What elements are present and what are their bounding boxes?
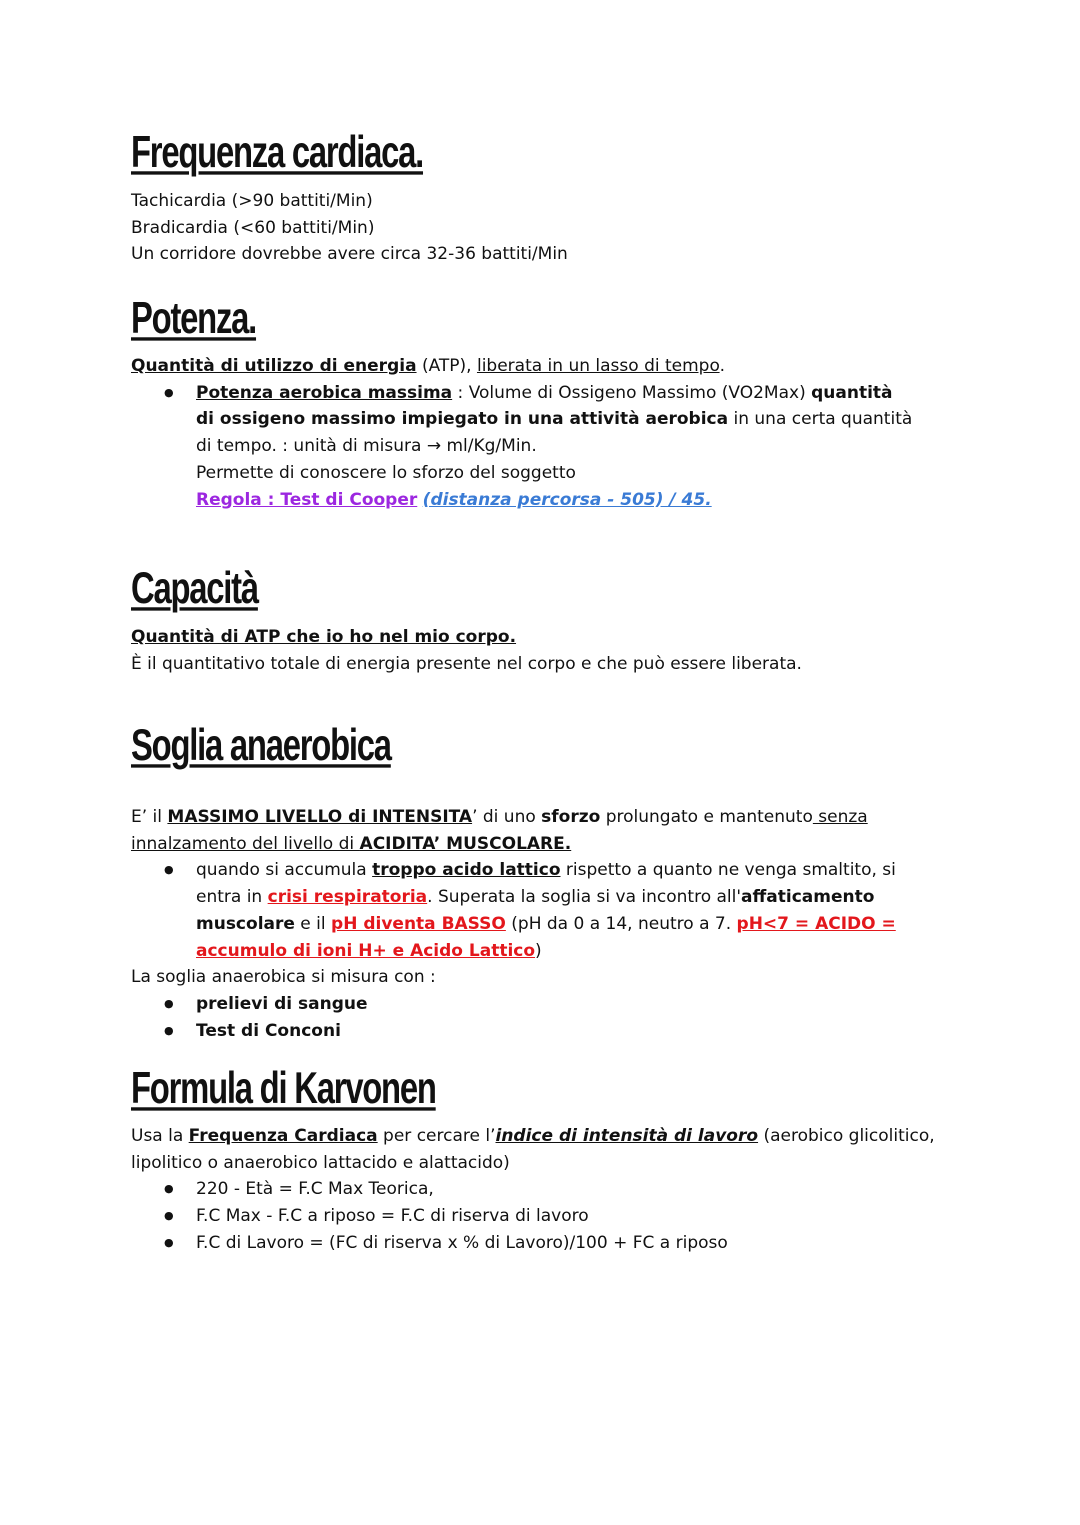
term-frequenza-cardiaca: Frequenza Cardiaca: [188, 1126, 378, 1146]
cooper-rule: [196, 487, 916, 514]
list-item: ● Test di Conconi: [131, 1018, 951, 1045]
heading-soglia-anaerobica: Soglia anaerobica: [131, 720, 391, 770]
text-smaltito: rispetto a quanto ne venga smaltito, si entra in: [196, 860, 896, 908]
term-acido-lattico: troppo acido lattico: [372, 860, 561, 881]
term-potenza-aerobica: Potenza aerobica massima: [196, 382, 453, 403]
text-e-il: E’ il: [131, 807, 168, 827]
heading-potenza: Potenza.: [131, 293, 257, 343]
potenza-definition: [131, 353, 951, 380]
term-sforzo: sforzo: [541, 807, 601, 827]
text-senza-innalzamento: senza innalzamento del livello di: [131, 807, 868, 854]
text-e-il-2: e il: [294, 913, 332, 934]
link-cooper-formula[interactable]: (distanza percorsa - 505) / 45.: [422, 489, 712, 510]
term-indice-intensita: indice di intensità di lavoro: [495, 1126, 759, 1146]
text-per-cercare: per cercare l’: [377, 1126, 496, 1146]
capacita-definition: Quantità di ATP che io ho nel mio corpo.: [131, 627, 517, 647]
soglia-definition: [131, 804, 901, 857]
section-potenza: [131, 293, 951, 513]
text-period: .: [719, 356, 725, 376]
list-item: ● F.C Max - F.C a riposo = F.C di riserva di lavoro: [131, 1203, 951, 1230]
potenza-list: [131, 380, 951, 514]
karvonen-definition: [131, 1123, 946, 1176]
section-frequenza-cardiaca: [131, 127, 951, 268]
list-item: ● 220 - Età = F.C Max Teorica,: [131, 1176, 951, 1203]
text-unita-misura: in una certa quantità di tempo. : unità di misura → ml/Kg/Min.: [196, 409, 913, 457]
text-corridore: Un corridore dovrebbe avere circa 32-36 battiti/Min: [131, 244, 568, 265]
soglia-list: [131, 857, 951, 964]
list-item: [131, 380, 916, 514]
term-quantita-energia: Quantità di utilizzo di energia: [131, 356, 417, 376]
text-tachicardia: Tachicardia (>90 battiti/Min): [131, 191, 373, 211]
text-ph-range: (pH da 0 a 14, neutro a 7.: [505, 913, 737, 934]
text-ossigeno-bold: quantità di ossigeno massimo impiegato in una attività aerobica: [196, 382, 893, 430]
text-atp: (ATP),: [416, 356, 477, 376]
section-soglia-anaerobica: [131, 720, 951, 1044]
link-test-cooper[interactable]: Regola : Test di Cooper: [196, 489, 418, 510]
text-close-paren: ): [535, 940, 542, 961]
list-item: [131, 857, 916, 964]
capacita-description: È il quantitativo totale di energia presente nel corpo e che può essere liberata.: [131, 653, 802, 674]
text-quando-accumula: quando si accumula: [196, 860, 373, 881]
text-aerobico: (aerobico glicolitico, lipolitico o anaerobico lattacido e alattacido): [131, 1126, 935, 1173]
section-karvonen: [131, 1063, 951, 1257]
list-item: ● prelievi di sangue: [131, 991, 951, 1018]
soglia-misura: La soglia anaerobica si misura con :: [131, 967, 436, 988]
list-item: ● F.C di Lavoro = (FC di riserva x % di Lavoro)/100 + FC a riposo: [131, 1230, 951, 1257]
heading-capacita: Capacità: [131, 563, 258, 613]
term-massimo-livello: MASSIMO LIVELLO di INTENSITA: [167, 807, 473, 827]
text-sforzo-soggetto: Permette di conoscere lo sforzo del soggetto: [196, 462, 576, 483]
term-crisi-respiratoria: crisi respiratoria: [267, 887, 428, 908]
heading-frequenza-cardiaca: Frequenza cardiaca.: [131, 127, 424, 177]
text-prolungato: prolungato e mantenuto: [600, 807, 813, 827]
section-capacita: [131, 563, 951, 677]
soglia-misura-list: [131, 991, 951, 1044]
term-acidita-muscolare: ACIDITA’ MUSCOLARE.: [359, 833, 572, 854]
text-superata-soglia: . Superata la soglia si va incontro all': [427, 887, 742, 908]
text-usa-la: Usa la: [131, 1126, 189, 1146]
term-affaticamento: affaticamento muscolare: [196, 887, 875, 934]
heading-karvonen: Formula di Karvonen: [131, 1063, 436, 1113]
text-lasso-tempo: liberata in un lasso di tempo: [476, 356, 720, 376]
term-ph-basso: pH diventa BASSO: [331, 913, 506, 934]
text-bradicardia: Bradicardia (<60 battiti/Min): [131, 217, 375, 238]
term-ph-acido: pH<7 = ACIDO = accumulo di ioni H+ e Acido Lattico: [196, 913, 896, 961]
text-di-uno: ’ di uno: [472, 807, 542, 827]
karvonen-list: [131, 1176, 951, 1256]
text-vo2max: : Volume di Ossigeno Massimo (VO2Max): [452, 382, 812, 403]
